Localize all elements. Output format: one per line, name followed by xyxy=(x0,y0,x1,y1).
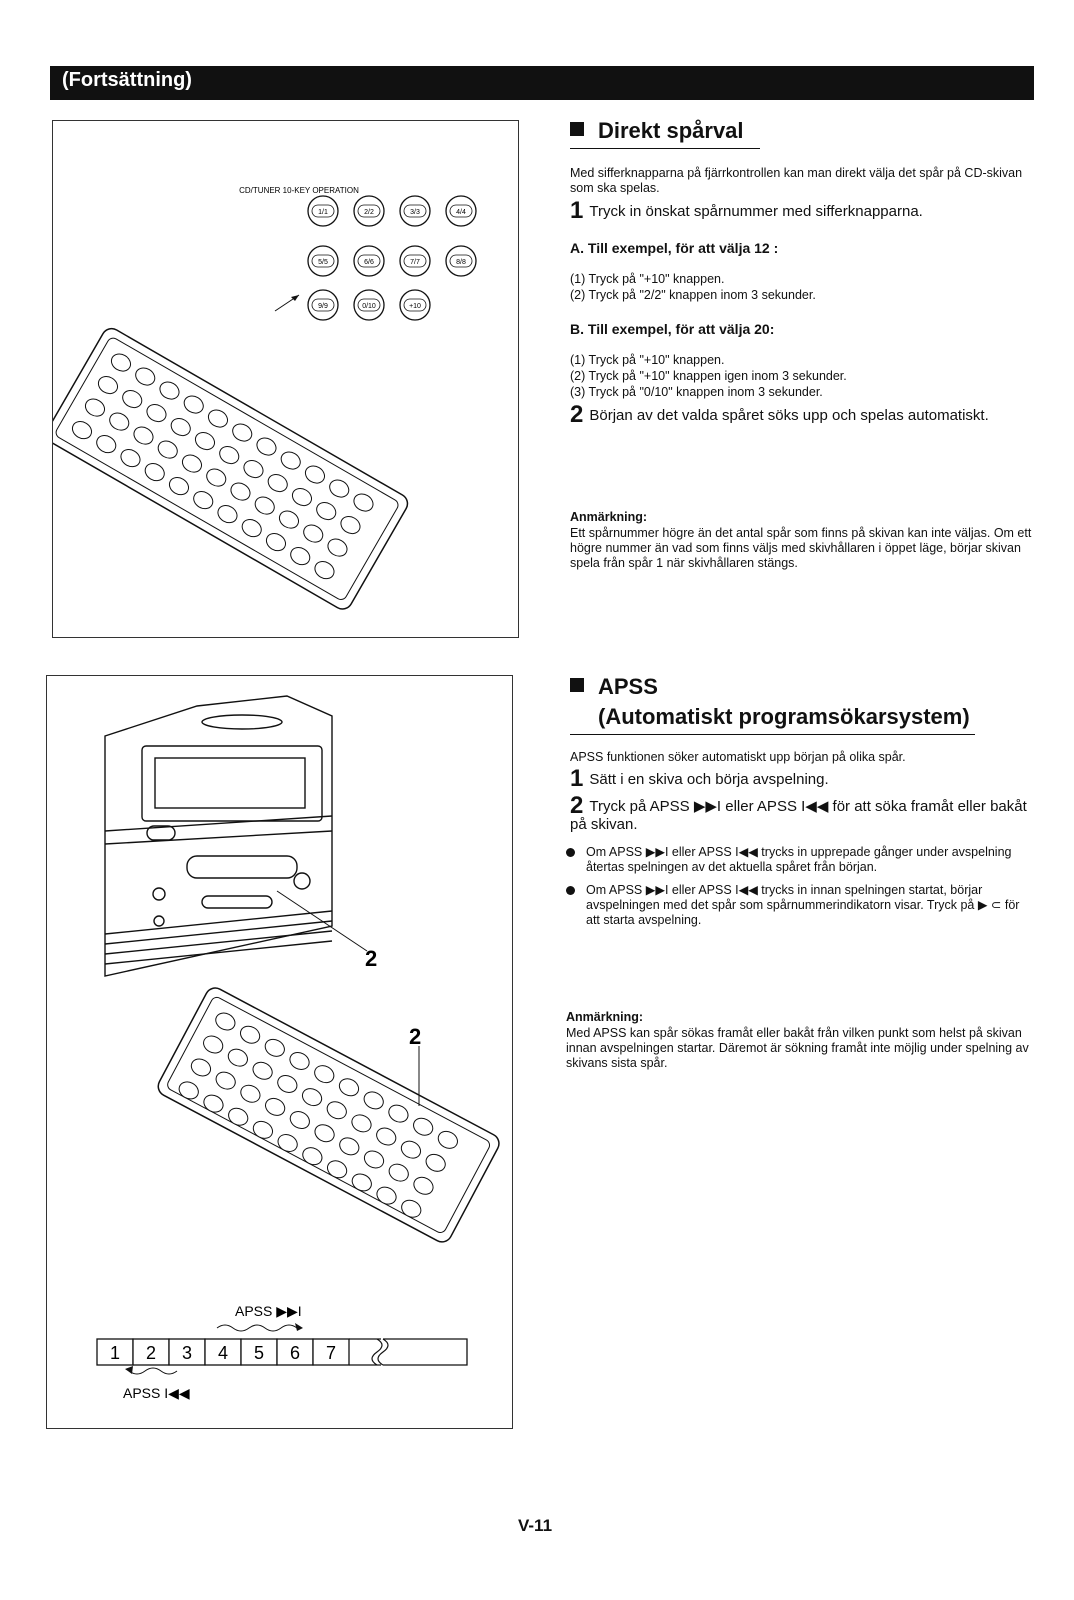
track-number: 2 xyxy=(145,1343,157,1363)
direct-step1: 1 Tryck in önskat spårnummer med sifferknapparna. xyxy=(570,197,923,224)
track-number: 7 xyxy=(325,1343,337,1363)
heading-rule xyxy=(570,148,760,149)
header-title: (Fortsättning) xyxy=(62,69,192,91)
track-number: 1 xyxy=(109,1343,121,1363)
key-grid xyxy=(308,196,476,320)
key-button xyxy=(354,196,384,226)
figure-remote-10key xyxy=(52,120,519,638)
track-break xyxy=(372,1339,388,1365)
key-label: 7/7 xyxy=(410,259,420,266)
track-number: 3 xyxy=(181,1343,193,1363)
example-b-line: (2) Tryck på "+10" knappen igen inom 3 sekunder. xyxy=(570,369,847,383)
callout-lower: 2 xyxy=(409,1024,422,1049)
key-button xyxy=(354,246,384,276)
track-number: 4 xyxy=(217,1343,229,1363)
direct-step2: 2 Början av det valda spåret söks upp och spelas automatiskt. xyxy=(570,401,989,428)
direct-intro: Med sifferknapparna på fjärrkontrollen kan man direkt välja det spår på CD-skivan som ska spelas. xyxy=(570,166,1023,195)
track-strip xyxy=(97,1339,467,1365)
key-label: +10 xyxy=(409,303,421,310)
apss-bullet: Om APSS ▶▶I eller APSS I◀◀ trycks in innan spelningen startat, börjar avspelningen med det spår som spårnummerindikatorn visar. Tryck på ▶ ⊂ för att starta avspelning. xyxy=(566,883,1036,928)
example-a-title: A. Till exempel, för att välja 12 : xyxy=(570,240,779,256)
apss-forward-label: APSS ▶▶I xyxy=(235,1303,302,1319)
key-label: 4/4 xyxy=(456,209,466,216)
callout-upper: 2 xyxy=(365,946,378,971)
remote-body-2 xyxy=(155,985,503,1246)
heading-square-icon xyxy=(570,678,584,692)
example-a-line: (2) Tryck på "2/2" knappen inom 3 sekunder. xyxy=(570,288,816,302)
example-b-line: (3) Tryck på "0/10" knappen inom 3 sekunder. xyxy=(570,385,823,399)
apss-step1: 1 Sätt i en skiva och börja avspelning. xyxy=(570,765,829,792)
apss-bullet: Om APSS ▶▶I eller APSS I◀◀ trycks in upprepade gånger under avspelning återtas spelningen av det aktuella spåret från början. xyxy=(566,845,1036,875)
stereo-unit xyxy=(105,696,332,976)
apss-note-title: Anmärkning: xyxy=(566,1010,644,1024)
direct-heading: Direkt spårval xyxy=(570,118,744,144)
key-button xyxy=(400,246,430,276)
apss-intro: APSS funktionen söker automatiskt upp början på olika spår. xyxy=(570,750,906,764)
header-bar xyxy=(50,66,1034,100)
key-label: 8/8 xyxy=(456,259,466,266)
key-button xyxy=(446,246,476,276)
remote-body xyxy=(53,325,411,613)
example-a-line: (1) Tryck på "+10" knappen. xyxy=(570,272,725,286)
key-label: 2/2 xyxy=(364,209,374,216)
panel-label: CD/TUNER 10-KEY OPERATION xyxy=(239,186,359,195)
key-label: 3/3 xyxy=(410,209,420,216)
example-b-title: B. Till exempel, för att välja 20: xyxy=(570,321,775,337)
key-label: 9/9 xyxy=(318,303,328,310)
key-label: 1/1 xyxy=(318,209,328,216)
direct-note-title: Anmärkning: xyxy=(570,510,648,524)
example-b-line: (1) Tryck på "+10" knappen. xyxy=(570,353,725,367)
page-number: V-11 xyxy=(518,1516,553,1535)
apss-step2: 2 Tryck på APSS ▶▶I eller APSS I◀◀ för att söka framåt eller bakåt på skivan. xyxy=(570,792,1027,833)
heading-square-icon xyxy=(570,122,584,136)
heading-rule xyxy=(570,734,975,735)
key-button xyxy=(308,196,338,226)
track-number: 5 xyxy=(253,1343,265,1363)
key-button xyxy=(308,246,338,276)
figure-apss xyxy=(46,675,513,1429)
track-number: 6 xyxy=(289,1343,301,1363)
key-button xyxy=(308,290,338,320)
key-button xyxy=(400,290,430,320)
apss-back-label: APSS I◀◀ xyxy=(123,1385,190,1401)
key-label: 6/6 xyxy=(364,259,374,266)
key-button xyxy=(400,196,430,226)
key-button xyxy=(354,290,384,320)
apss-subheading: (Automatiskt programsökarsystem) xyxy=(598,704,970,729)
remote-illustration xyxy=(53,121,518,637)
key-label: 5/5 xyxy=(318,259,328,266)
key-button xyxy=(446,196,476,226)
apss-note: Med APSS kan spår sökas framåt eller bakåt från vilken punkt som helst på skivan innan avspelningen startar. Däremot är sökning framåt inte möjlig under spelning av skivans sista spår. xyxy=(566,1026,1029,1070)
apss-heading: APSS xyxy=(570,674,658,700)
apss-illustration xyxy=(47,676,512,1428)
direct-note: Ett spårnummer högre än det antal spår som finns på skivan kan inte väljas. Om ett högre nummer än vad som finns väljs med skivhållaren i öppet läge, börjar skivan spela från spår 1 när skivhållaren stängs. xyxy=(570,526,1032,570)
key-label: 0/10 xyxy=(362,303,376,310)
